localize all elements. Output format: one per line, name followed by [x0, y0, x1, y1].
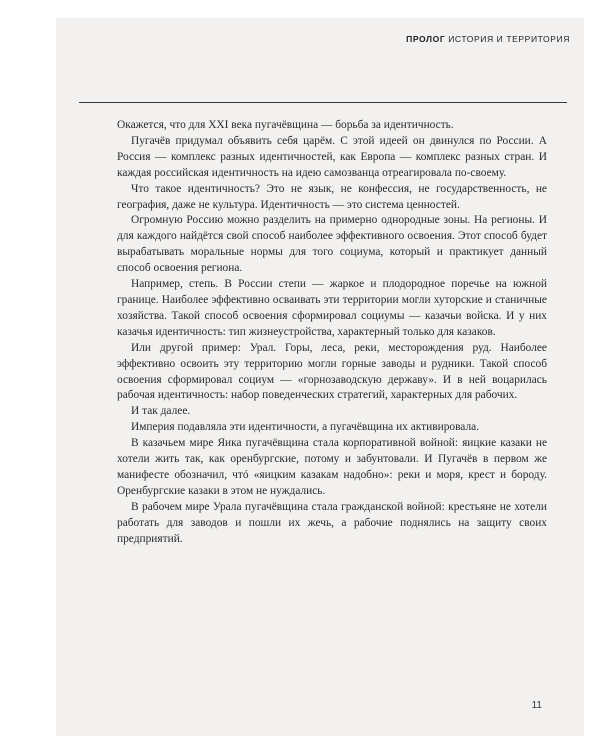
paragraph-8: Империя подавляла эти идентичности, а пугачёвщина их активировала.: [131, 421, 480, 434]
paragraph-6: Или другой пример: Урал. Горы, леса, реки, месторождения руд. Наиболее эффективно освоить эту территорию могли горные заводы и рудники. Такой способ освоения сформировал социум — «горнозаводскую державу». И в ней воцарилась рабочая идентичность: набор поведенческих стратегий, характерных для рабочих.: [117, 341, 547, 402]
paragraph-4: Огромную Россию можно разделить на примерно однородные зоны. На регионы. И для каждого найдётся свой способ наиболее эффективного освоения. Этот способ будет вырабатывать моральные нормы для того социума, который и практикует данный способ освоения региона.: [117, 214, 547, 275]
running-head-section: ПРОЛОГ: [406, 34, 446, 44]
paragraph-10: В рабочем мире Урала пугачёвщина стала гражданской войной: крестьяне не хотели работать для заводов и пошли их жечь, а рабочие поднялись на защиту своих предприятий.: [117, 500, 547, 545]
page-number: 11: [531, 700, 542, 711]
paragraph-5: Например, степь. В России степи — жаркое и плодородное поречье на южной границе. Наиболее эффективно осваивать эти территории могли хуторские и станичные хозяйства. Такой способ освоения сформировал социумы — казачьи войска. И у них казачья идентичность: тип жизнеустройства, характерный только для казаков.: [117, 278, 547, 338]
paragraph-3: Что такое идентичность? Это не язык, не конфессия, не государственность, не география, даже не культура. Идентичность — это система ценностей.: [117, 182, 547, 211]
running-head: [406, 34, 570, 44]
header-rule: [79, 102, 567, 103]
paragraph-2: Пугачёв придумал объявить себя царём. С этой идеей он двинулся по России. А Россия — комплекс разных идентичностей, как Европа — комплекс разных стран. И каждая российская идентичность на идею самозванца отреагировала по-своему.: [117, 134, 547, 179]
paragraph-1: Окажется, что для XXI века пугачёвщина — борьба за идентичность.: [117, 119, 454, 131]
paragraph-7: И так далее.: [131, 405, 191, 418]
body-text: [117, 118, 547, 547]
running-head-title: ИСТОРИЯ И ТЕРРИТОРИЯ: [448, 34, 570, 44]
book-page: [56, 18, 584, 736]
paragraph-9: В казачьем мире Яика пугачёвщина стала корпоративной войной: яицкие казаки не хотели жить так, как оренбургские, потому и забунтовали. И Пугачёв в первом же манифесте обозначил, чтó «яицким казакам надобно»: реки и моря, крест и бороду. Оренбургские казаки в этом не нуждались.: [117, 437, 547, 497]
